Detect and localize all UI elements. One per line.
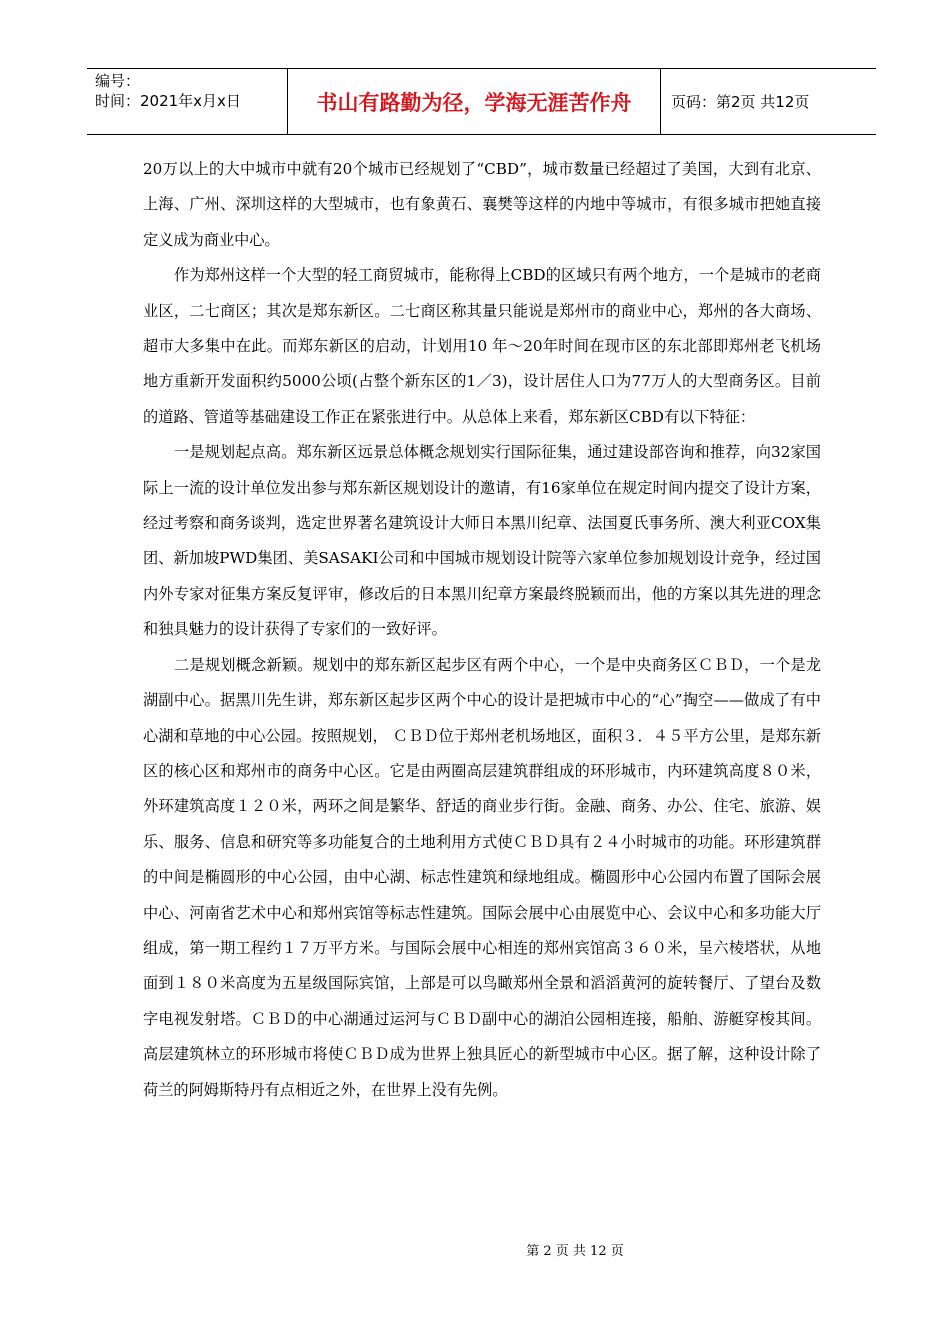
paragraph: 一是规划起点高。郑东新区远景总体概念规划实行国际征集，通过建设部咨询和推荐，向32家国际上一流的设计单位发出参与郑东新区规划设计的邀请，有16家单位在规定时间内提交了设计方案，经过考察和商务谈判，选定世界著名建筑设计大师日本黑川纪章、法国夏氏事务所、澳大利亚COX集团、新加坡PWD集团、美SASAKI公司和中国城市规划设计院等六家单位参加规划设计竞争，经过国内外专家对征集方案反复评审，修改后的日本黑川纪章方案最终脱颖而出，他的方案以其先进的理念和独具魅力的设计获得了专家们的一致好评。 [143,443,821,639]
header-page-number: 页码：第2页 共12页 [671,93,810,111]
page-header [87,68,876,135]
paragraph: 作为郑州这样一个大型的轻工商贸城市，能称得上CBD的区域只有两个地方，一个是城市的老商业区，二七商区；其次是郑东新区。二七商区称其量只能说是郑州市的商业中心，郑州的各大商场、超市大多集中在此。而郑东新区的启动，计划用10 年～20年时间在现市区的东北部即郑州老飞机场地方重新开发面积约5000公顷(占整个新东区的1／3)，设计居住人口为77万人的大型商务区。目前的道路、管道等基础建设工作正在紧张进行中。从总体上来看，郑东新区CBD有以下特征： [143,266,821,426]
page-footer: 第 2 页 共 12 页 [526,1244,624,1259]
header-meta [87,69,287,134]
paragraph: 二是规划概念新颖。规划中的郑东新区起步区有两个中心，一个是中央商务区ＣＢＤ，一个是龙湖副中心。据黑川先生讲，郑东新区起步区两个中心的设计是把城市中心的“心”掏空——做成了有中心湖和草地的中心公园。按照规划， ＣＢＤ位于郑州老机场地区，面积３．４５平方公里，是郑东新区的核心区和郑州市的商务中心区。它是由两圈高层建筑群组成的环形城市，内环建筑高度８０米，外环建筑高度１２０米，两环之间是繁华、舒适的商业步行街。金融、商务、办公、住宅、旅游、娱乐、服务、信息和研究等多功能复合的土地利用方式使ＣＢＤ具有２４小时城市的功能。环形建筑群的中间是椭圆形的中心公园，由中心湖、标志性建筑和绿地组成。椭圆形中心公园内布置了国际会展中心、河南省艺术中心和郑州宾馆等标志性建筑。国际会展中心由展览中心、会议中心和多功能大厅组成，第一期工程约１７万平方米。与国际会展中心相连的郑州宾馆高３６０米，呈六棱塔状，从地面到１８０米高度为五星级国际宾馆，上部是可以鸟瞰郑州全景和滔滔黄河的旋转餐厅、了望台及数字电视发射塔。ＣＢＤ的中心湖通过运河与ＣＢＤ副中心的湖泊公园相连接，船舶、游艇穿梭其间。高层建筑林立的环形城市将使ＣＢＤ成为世界上独具匠心的新型城市中心区。据了解，这种设计除了荷兰的阿姆斯特丹有点相近之外，在世界上没有先例。 [143,655,821,1099]
header-time: 时间：2021年x月x日 [95,92,241,110]
document-body [143,152,821,1108]
paragraph-continued: 20万以上的大中城市中就有20个城市已经规划了“CBD”，城市数量已经超过了美国，大到有北京、上海、广州、深圳这样的大型城市，也有象黄石、襄樊等这样的内地中等城市，有很多城市把她直接定义成为商业中心。 [143,160,821,249]
header-number: 编号： [95,72,141,90]
header-motto: 书山有路勤为径，学海无涯苦作舟 [287,69,661,134]
